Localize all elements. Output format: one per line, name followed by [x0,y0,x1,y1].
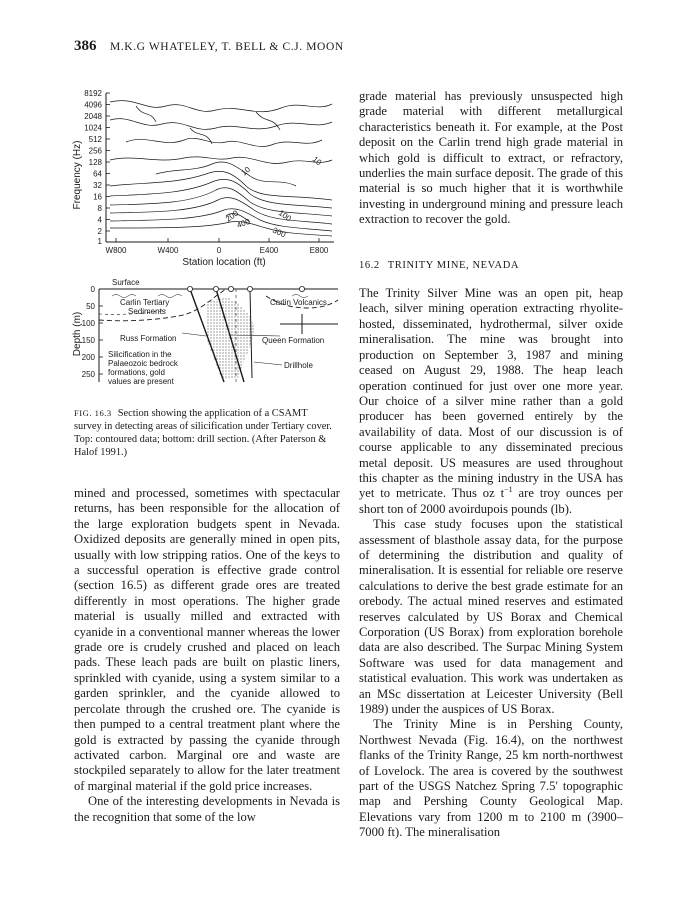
bottom-ytick: 50 [86,302,95,311]
contour-label: 400 [235,216,252,230]
top-ytick: 64 [93,169,102,179]
top-xtick: E400 [259,246,279,255]
label-carlin-tertiary: Carlin Tertiary [120,298,170,307]
top-xtick: W400 [157,246,179,255]
label-silicification: formations, gold [108,368,165,377]
top-xtick: 0 [216,246,222,255]
contour-lines [110,101,332,236]
top-ytick: 256 [88,146,102,156]
running-header [74,38,344,55]
bottom-ytick: 100 [81,319,95,328]
paragraph: One of the interesting developments in Nevada is the recognition that some of the low [74,794,340,824]
contour-label: 10 [310,154,324,168]
contour-label: 300 [271,225,288,240]
top-ytick: 32 [93,181,102,190]
bottom-ytick: 200 [81,353,95,362]
superscript: −1 [504,485,513,495]
figure-label: FIG. 16.3 [74,408,112,418]
bottom-ytick: 250 [81,370,95,379]
label-drillhole: Drillhole [284,361,313,370]
top-panel [72,89,334,268]
label-carlin-volcanics: Carlin Volcanics [270,298,327,307]
right-column [359,89,623,841]
top-xtick: W800 [105,246,127,255]
section-title: TRINITY MINE, NEVADA [387,259,520,271]
label-russ-formation: Russ Formation [120,334,177,343]
left-column [74,486,340,825]
label-silicification: Silicification in the [108,350,172,359]
paragraph: The Trinity Mine is in Pershing County, Northwest Nevada (Fig. 16.4), on the northwest flanks of the Trinity Range, 25 km north-northwest of Lovelock. The area is covered by the southwest part of the USGS Natchez Spring 7.5′ topographic map and Pershing County Geological Map. Elevations vary from 1200 m to 2100 m (3900–7000 ft). The mineralisation [359,717,623,840]
bottom-ytick: 150 [81,336,95,345]
top-ytick: 16 [93,192,102,202]
top-ytick: 1 [97,237,102,246]
top-xtick: E800 [309,246,329,255]
top-panel-xlabel: Station location (ft) [182,257,266,268]
bottom-panel-ylabel: Depth (m) [72,311,83,357]
label-carlin-tertiary: Sediments [128,307,166,316]
paragraph: grade material has previously unsuspected high grade material with different metallurgical characteristics beneath it. For example, at the Post deposit on the Carlin trend high grade material in which gold is difficult to extract, or refractory, underlies the main surface deposit. The grade of this material is so much higher that it is worthwhile investing in underground mining and pressure leach extraction to recover the gold. [359,89,623,227]
figure-16-3 [66,82,346,402]
figure-caption [74,407,336,459]
top-ytick: 4 [97,215,102,225]
paragraph: mined and processed, sometimes with spectacular returns, has been responsible for the allocation of the large exploration budgets spent in Nevada. Oxidized deposits are generally mined in open pits, usually with low stripping ratios. One of the keys to a successful operation is effective grade control (section 16.5) as different grade ores are treated differently in most operations. The higher grade material is usually milled and extracted with cyanide in a conventional manner whereas the lower grade ore is crudely crushed and placed on leach pads. These leach pads are built on plastic liners, sprinkled with cyanide, using a system similar to a garden sprinkler, and the cyanide allowed to percolate through the crushed ore. The cyanide is then pumped to a central treatment plant where the gold is extracted by passing the cyanide through activated carbon. Marginal ore and waste are stockpiled separately to allow for the later treatment of marginal material if the gold price increases. [74,486,340,793]
surface-label: Surface [112,278,140,287]
top-ytick: 8 [97,204,102,213]
top-ytick: 2 [97,227,102,236]
caption-text: Section showing the application of a CSAMT survey in detecting areas of silicification under Tertiary cover. Top: contoured data; bottom: drill section. (After Paterson & Halof 1991.) [74,408,332,458]
top-ytick: 128 [88,158,102,167]
bottom-ytick: 0 [90,285,95,294]
silicified-zone [206,298,255,378]
contour-label: 10 [239,164,253,178]
section-number: 16.2 [359,259,380,271]
bottom-panel [72,278,338,386]
running-authors: M.K.G WHATELEY, T. BELL & C.J. MOON [110,41,344,53]
top-ytick: 512 [88,135,102,144]
top-ytick: 1024 [84,123,102,133]
top-ytick: 2048 [84,112,102,121]
label-silicification: values are present [108,377,174,386]
top-ytick: 8192 [84,89,102,98]
paragraph: This case study focuses upon the statistical assessment of blasthole assay data, for the purpose of determining the distribution and quality of mineralisation. It is essential for reliable ore reserve calculations to derive the best grade estimate for an orebody. The actual mined reserves and estimated reserves calculated by US Borax and Chemical Corporation (US Borax) from exploration borehole data are also described. The Surpac Mining System Software was used for data management and statistical evaluation. This work was undertaken as an MSc dissertation at Leicester University (Bell 1989) under the auspices of US Borax. [359,517,623,717]
paragraph: The Trinity Silver Mine was an open pit, heap leach, silver mining operation extracting rhyolite-hosted, disseminated, hydrothermal, silver oxide mineralisation. The mine was brought into production on September 3, 1987 and mining ceased on August 29, 1988. The heap leach operation continued for just over one more year. Our choice of a silver mine rather than a gold producer has been governed entirely by the availability of data. Most of our discussion is of course applicable to any disseminated precious metal deposit. US measures are used throughout this chapter as the mining industry in the USA has yet to metricate. Thus oz $t^{-1}$ are troy ounces per short ton of 2000 avoirdupois pounds (lb). [359,286,623,516]
label-silicification: Palaeozoic bedrock [108,359,178,368]
top-panel-ylabel: Frequency (Hz) [72,140,83,210]
label-queen-formation: Queen Formation [262,336,325,345]
top-ytick: 4096 [84,100,102,110]
section-heading [359,258,623,273]
contour-label: 100 [276,208,293,224]
page-number: 386 [74,38,97,54]
contour-label: 200 [223,208,241,224]
